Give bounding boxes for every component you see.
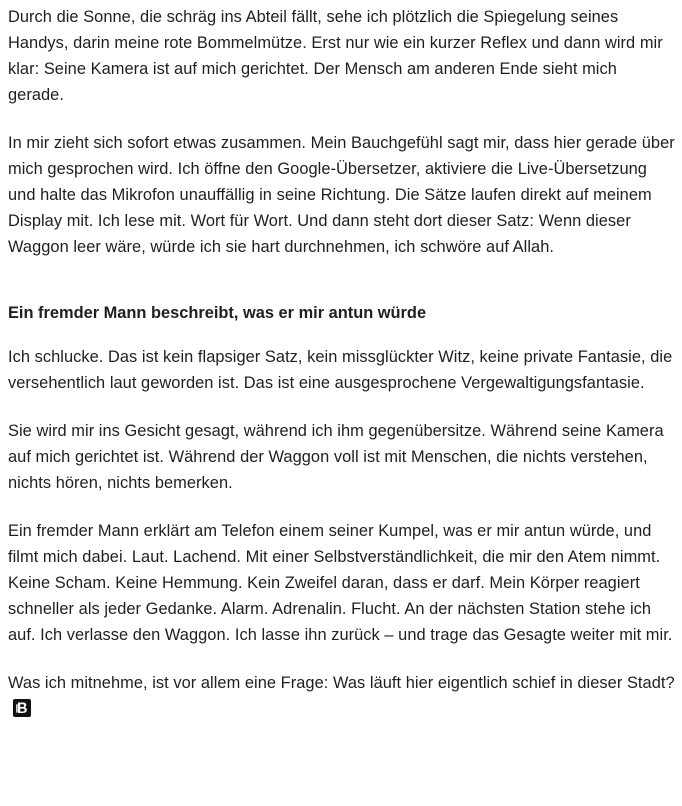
closing-text: Was ich mitnehme, ist vor allem eine Frage: Was läuft hier eigentlich schief in dieser Stadt? <box>8 674 675 692</box>
paragraph: In mir zieht sich sofort etwas zusammen. Mein Bauchgefühl sagt mir, dass hier gerade über mich gesprochen wird. Ich öffne den Google-Übersetzer, aktiviere die Live-Übersetzung und halte das Mikrofon unauffällig in seine Richtung. Die Sätze laufen direkt auf meinem Display mit. Ich lese mit. Wort für Wort. Und dann steht dort dieser Satz: Wenn dieser Waggon leer wäre, würde ich sie hart durchnehmen, ich schwöre auf Allah. <box>8 134 675 256</box>
paragraph: Durch die Sonne, die schräg ins Abteil fällt, sehe ich plötzlich die Spiegelung seines Handys, darin meine rote Bommelmütze. Erst nur wie ein kurzer Reflex und dann wird mir klar: Seine Kamera ist auf mich gerichtet. Der Mensch am anderen Ende sieht mich gerade. <box>8 8 663 104</box>
paragraph: Ein fremder Mann erklärt am Telefon einem seiner Kumpel, was er mir antun würde, und filmt mich dabei. Laut. Lachend. Mit einer Selbstverständlichkeit, die mir den Atem nimmt. Keine Scham. Keine Hemmung. Kein Zweifel daran, dass er darf. Mein Körper reagiert schneller als jeder Gedanke. Alarm. Adrenalin. Flucht. An der nächsten Station stehe ich auf. Ich verlasse den Waggon. Ich lasse ihn zurück – und trage das Gesagte weiter mit mir. <box>8 522 673 644</box>
article-body <box>8 4 676 722</box>
paragraph: Sie wird mir ins Gesicht gesagt, während ich ihm gegenübersitze. Während seine Kamera auf mich gerichtet ist. Während der Waggon voll ist mit Menschen, die nichts verstehen, nichts hören, nichts bemerken. <box>8 422 664 492</box>
closing-paragraph <box>8 670 676 722</box>
paragraph: Ich schlucke. Das ist kein flapsiger Satz, kein missglückter Witz, keine private Fantasie, die versehentlich laut geworden ist. Das ist eine ausgesprochene Vergewaltigungsfantasie. <box>8 348 673 392</box>
section-heading: Ein fremder Mann beschreibt, was er mir antun würde <box>8 304 427 322</box>
publisher-logo-b-icon <box>13 699 31 717</box>
